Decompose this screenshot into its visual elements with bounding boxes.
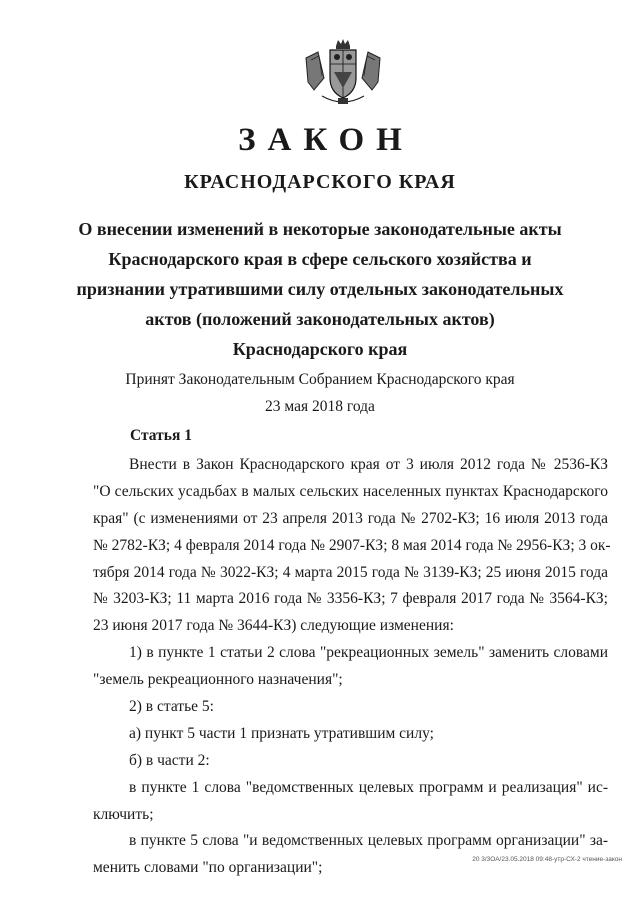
body-line: № 2782-КЗ; 4 февраля 2014 года № 2907-КЗ; 8 мая 2014 года № 2956-КЗ; 3 ок- bbox=[93, 536, 611, 554]
adoption-note bbox=[0, 366, 640, 420]
body-line: б) в части 2: bbox=[129, 751, 210, 769]
heading-line: Краснодарского края bbox=[232, 339, 408, 359]
region-subtitle: КРАСНОДАРСКОГО КРАЯ bbox=[184, 171, 456, 193]
body-line: № 3203-КЗ; 11 марта 2016 года № 3356-КЗ; 7 февраля 2017 года № 3564-КЗ; bbox=[93, 590, 608, 608]
adoption-line: Принят Законодательным Собранием Краснодарского края bbox=[125, 371, 515, 388]
body-line: края" (с изменениями от 23 апреля 2013 года № 2702-КЗ; 16 июля 2013 года bbox=[93, 509, 608, 527]
body-line: "земель рекреационного назначения"; bbox=[93, 671, 343, 689]
body-line: Внести в Закон Краснодарского края от 3 июля 2012 года № 2536-КЗ bbox=[129, 456, 608, 473]
heading-line: актов (положений законодательных актов) bbox=[145, 309, 495, 329]
article-body bbox=[93, 452, 611, 882]
heading-line: Краснодарского края в сфере сельского хозяйства и bbox=[108, 249, 532, 269]
article-title: Статья 1 bbox=[130, 427, 192, 444]
coat-of-arms-icon bbox=[302, 38, 384, 108]
body-line: 2) в статье 5: bbox=[129, 698, 214, 716]
body-line: ключить; bbox=[93, 805, 154, 823]
law-heading bbox=[60, 214, 580, 364]
heading-line: признании утратившими силу отдельных законодательных bbox=[76, 279, 564, 299]
body-line: 1) в пункте 1 статьи 2 слова "рекреационных земель" заменить словами bbox=[129, 644, 608, 662]
law-title: ЗАКОН bbox=[238, 122, 414, 158]
heading-line: О внесении изменений в некоторые законодательные акты bbox=[78, 219, 562, 239]
document-footer-code: 20 3/3ОА/23.05.2018 09:48-утр-СХ-2 чтение-закон bbox=[472, 856, 622, 863]
body-line: а) пункт 5 части 1 признать утратившим силу; bbox=[129, 724, 434, 742]
body-line: в пункте 1 слова "ведомственных целевых программ и реализация" ис- bbox=[129, 778, 608, 796]
body-line: в пункте 5 слова "и ведомственных целевых программ организации" за- bbox=[129, 832, 608, 850]
body-line: менить словами "по организации"; bbox=[93, 859, 323, 877]
body-line: "О сельских усадьбах в малых сельских населенных пунктах Краснодарского bbox=[93, 482, 608, 500]
body-line: 23 июня 2017 года № 3644-КЗ) следующие изменения: bbox=[93, 617, 454, 635]
adoption-date: 23 мая 2018 года bbox=[265, 398, 375, 415]
body-line: тября 2014 года № 3022-КЗ; 4 марта 2015 года № 3139-КЗ; 25 июня 2015 года bbox=[93, 563, 608, 581]
